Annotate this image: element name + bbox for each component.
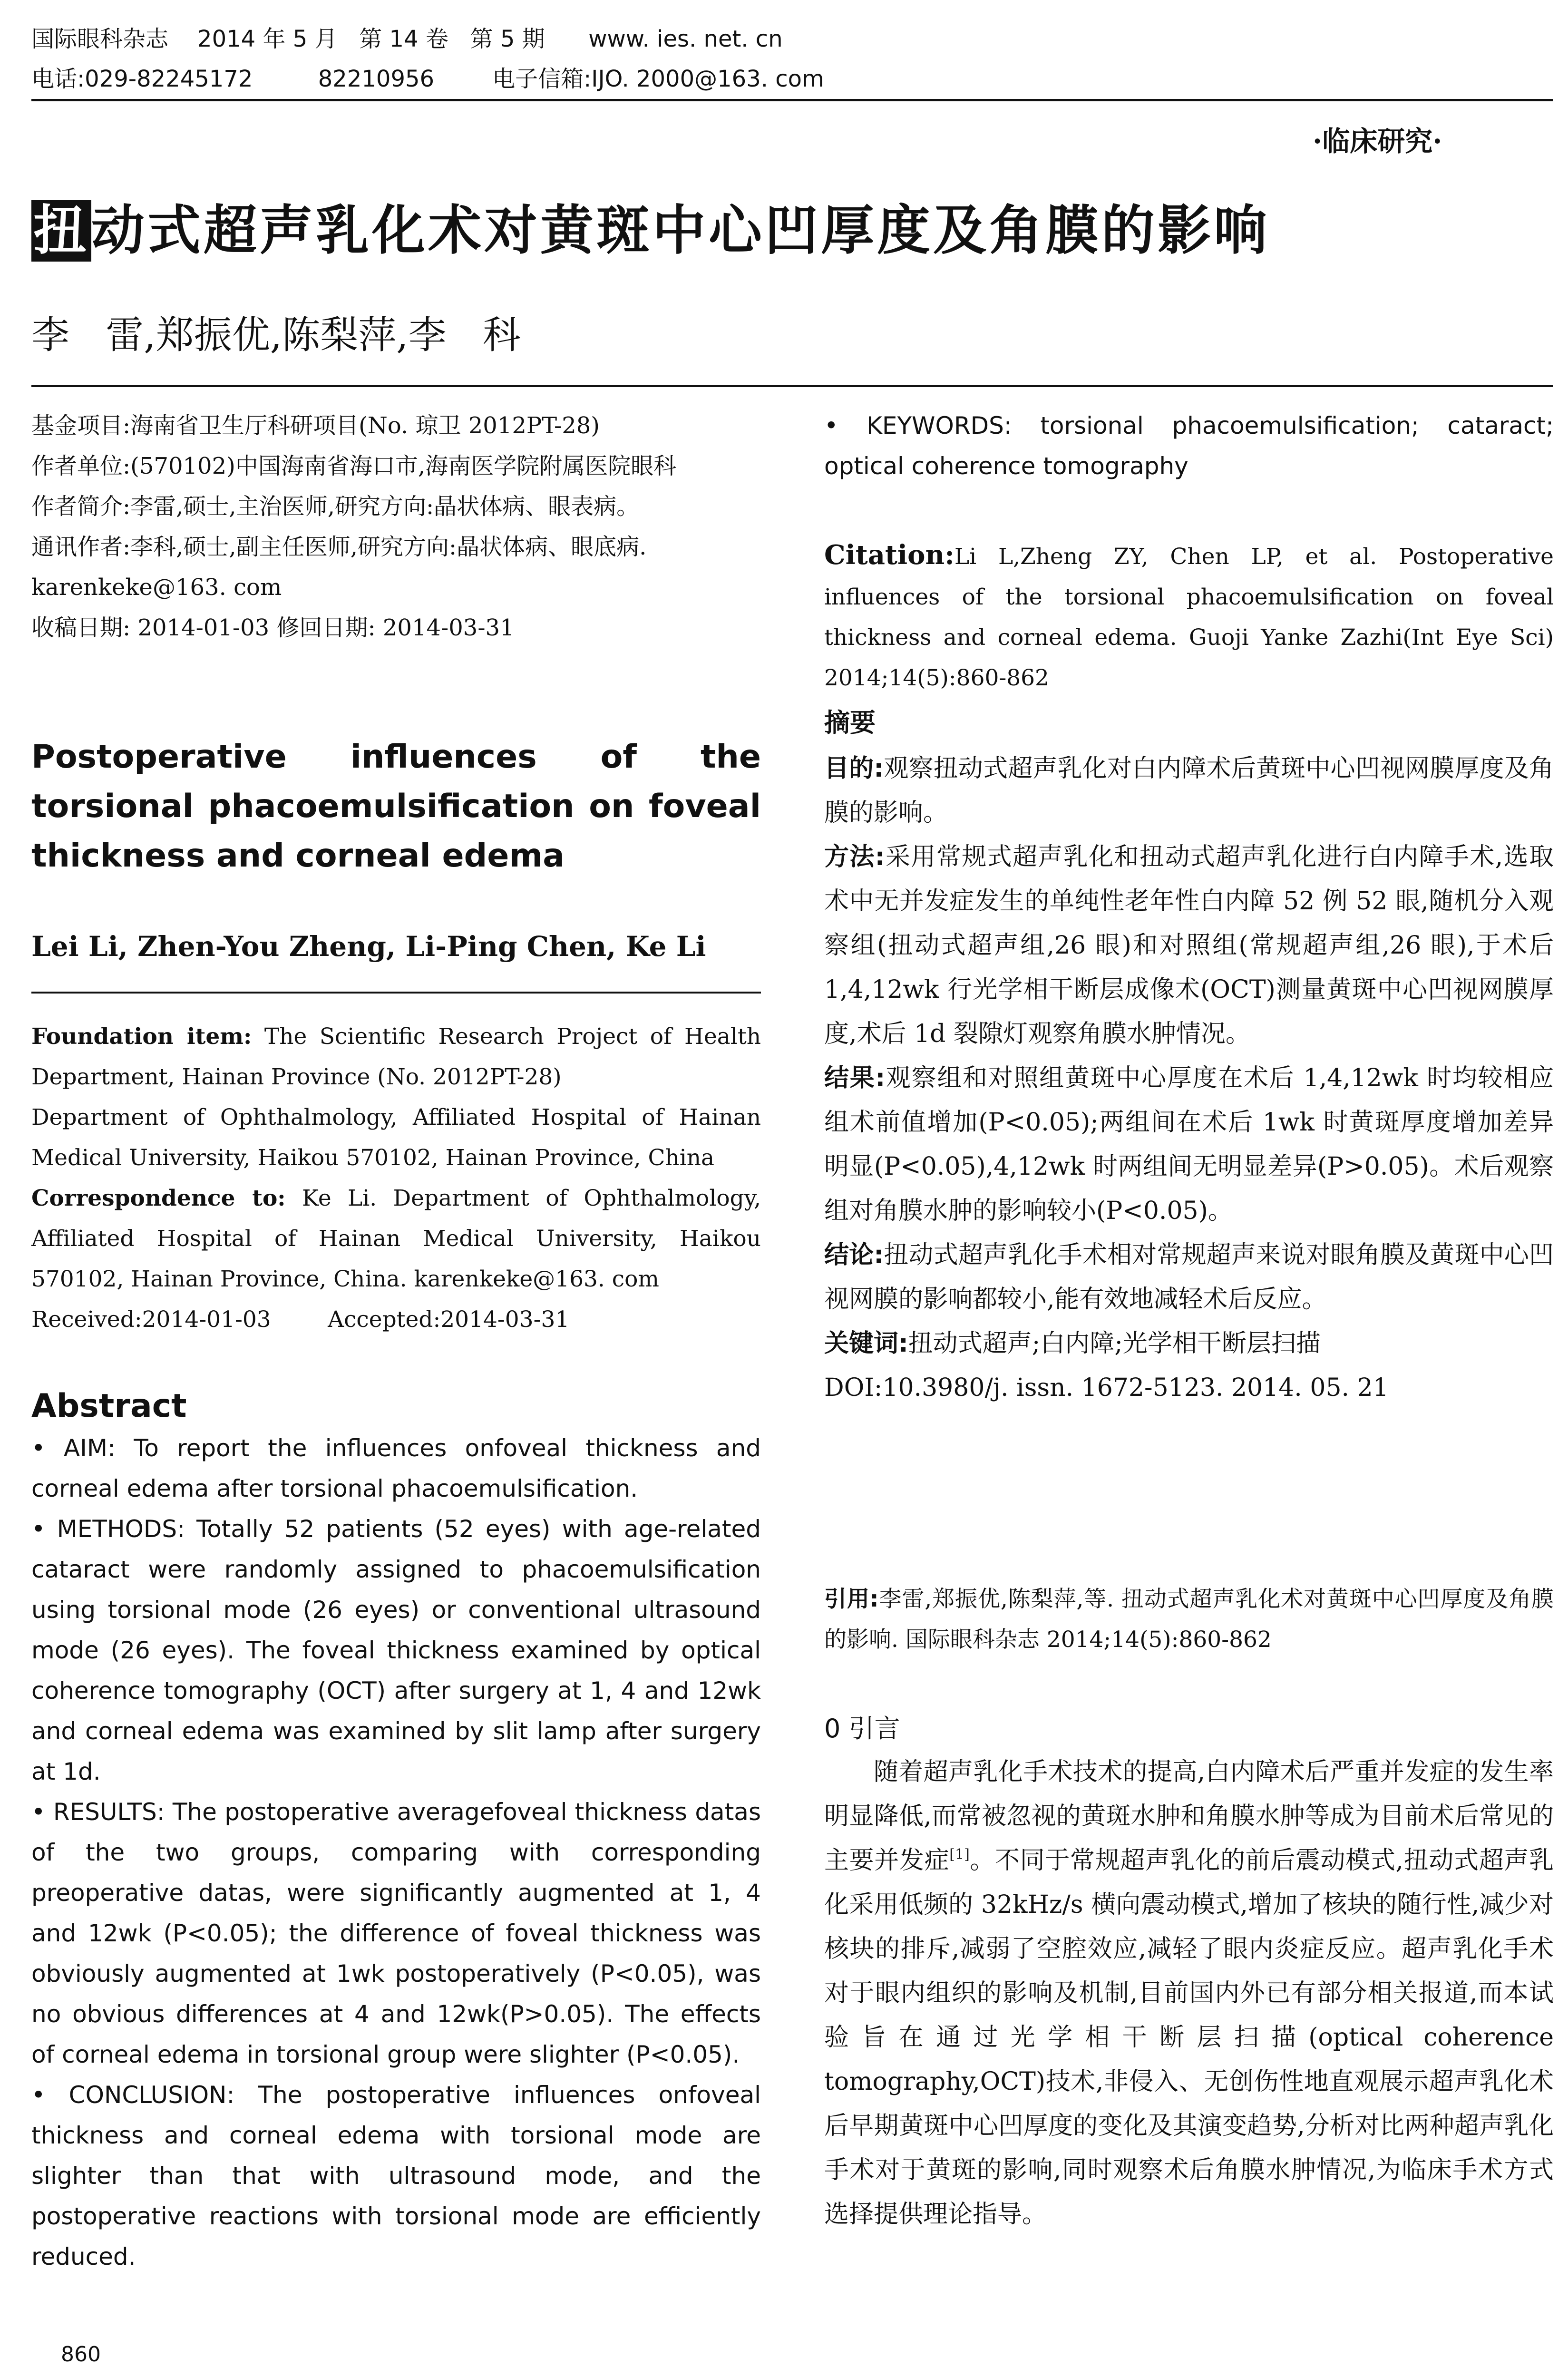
authors-rule: [31, 992, 761, 994]
authors-cn: 李 雷,郑振优,陈梨萍,李 科: [31, 313, 521, 357]
citation-text: Li L,Zheng ZY, Chen LP, et al. Postoperative influences of the torsional phacoemulsification on foveal thickness and corneal edema. Guoji Yanke Zazhi(Int Eye Sci) 2014;14(5):860-862: [824, 544, 1554, 691]
keywords-label-cn: 关键词:: [824, 1329, 908, 1358]
intro-text-part-2: 。不同于常规超声乳化的前后震动模式,扭动式超声乳化采用低频的 32kHz/s 横向震动模式,增加了核块的随行性,减少对核块的排斥,减弱了空腔效应,减轻了眼内炎症反应。超声乳化手术对于眼内组织的影响及机制,目前国内外已有部分相关报道,而本试验旨在通过光学相干断层扫描(optical coherence tomography,OCT)技术,非侵入、无创伤性地直观展示超声乳化术后早期黄斑中心凹厚度的变化及其演变趋势,分析对比两种超声乳化手术对于黄斑的影响,同时观察术后角膜水肿情况,为临床手术方式选择提供理论指导。: [824, 1846, 1554, 2229]
intro-body: [824, 1750, 1554, 2237]
journal-header-line-1: 国际眼科杂志 2014 年 5 月 第 14 卷 第 5 期 www. ies. net. cn: [31, 26, 783, 52]
summary-body: [824, 747, 1554, 1410]
section-tag: ·临床研究·: [1313, 125, 1442, 157]
doi: DOI:10.3980/j. issn. 1672-5123. 2014. 05. 21: [824, 1374, 1389, 1402]
journal-header-line-2: 电话:029-82245172 82210956 电子信箱:IJO. 2000@163. com: [31, 66, 824, 92]
intro-heading: 0 引言: [824, 1714, 900, 1744]
abstract-methods: • METHODS: Totally 52 patients (52 eyes) with age-related cataract were randomly assigned to phacoemulsification using torsional mode (26 eyes) or conventional ultrasound mode (26 eyes). The foveal thickness examined by optical coherence tomography (OCT) after surgery at 1, 4 and 12wk and corneal edema was examined by slit lamp after surgery at 1d.: [31, 1515, 761, 1785]
bio-cn: 作者简介:李雷,硕士,主治医师,研究方向:晶状体病、眼表病。: [31, 493, 640, 520]
methods-label-cn: 方法:: [824, 843, 885, 871]
received-cn: 收稿日期: 2014-01-03 修回日期: 2014-03-31: [31, 614, 515, 641]
title-first-char: 扭: [31, 200, 91, 262]
objective-text: 观察扭动式超声乳化对白内障术后黄斑中心凹视网膜厚度及角膜的影响。: [824, 754, 1554, 827]
intro-text-part-1: 随着超声乳化手术技术的提高,白内障术后严重并发症的发生率明显降低,而常被忽视的黄斑水肿和角膜水肿等成为目前术后常见的主要并发症: [824, 1758, 1554, 1875]
cite-label: 引用:: [824, 1586, 879, 1612]
left-foundation-block: [31, 1016, 761, 1340]
citation-label: Citation:: [824, 539, 954, 571]
authors-en: Lei Li, Zhen-You Zheng, Li-Ping Chen, Ke Li: [31, 930, 706, 963]
abstract-body: [31, 1428, 761, 2277]
correspondence-label: Correspondence to:: [31, 1185, 286, 1211]
cite-cn: [824, 1579, 1554, 1660]
article-title-cn: [31, 197, 1270, 264]
objective-label: 目的:: [824, 754, 884, 783]
results-label-cn: 结果:: [824, 1064, 886, 1092]
title-rule: [31, 385, 1553, 387]
correspondence-text: Ke Li. Department of Ophthalmology, Affiliated Hospital of Hainan Medical University, Haikou 570102, Hainan Province, China. karenkeke@163. com: [31, 1185, 761, 1292]
title-rest: 动式超声乳化术对黄斑中心凹厚度及角膜的影响: [91, 200, 1270, 262]
cite-text: 李雷,郑振优,陈梨萍,等. 扭动式超声乳化术对黄斑中心凹厚度及角膜的影响. 国际眼科杂志 2014;14(5):860-862: [824, 1586, 1554, 1653]
foundation-text: The Scientific Research Project of Health Department, Hainan Province (No. 2012PT-28): [31, 1023, 761, 1090]
article-title-en: Postoperative influences of the torsional phacoemulsification on foveal thickness and corneal edema: [31, 738, 761, 875]
citation-en: [824, 535, 1554, 698]
keywords-en: • KEYWORDS: torsional phacoemulsification; cataract; optical coherence tomography: [824, 412, 1554, 480]
summary-heading: 摘要: [824, 708, 876, 738]
methods-text-cn: 采用常规式超声乳化和扭动式超声乳化进行白内障手术,选取术中无并发症发生的单纯性老年性白内障 52 例 52 眼,随机分入观察组(扭动式超声组,26 眼)和对照组(常规超声组,26 眼),于术后 1,4,12wk 行光学相干断层成像术(OCT)测量黄斑中心凹视网膜厚度,术后 1d 裂隙灯观察角膜水肿情况。: [824, 843, 1554, 1048]
department-text: Department of Ophthalmology, Affiliated Hospital of Hainan Medical University, Haikou 570102, Hainan Province, China: [31, 1104, 761, 1171]
foundation-cn: 基金项目:海南省卫生厅科研项目(No. 琼卫 2012PT-28): [31, 412, 600, 439]
left-column: [31, 406, 761, 648]
page-number: 860: [61, 2342, 101, 2367]
abstract-results: • RESULTS: The postoperative averagefoveal thickness datas of the two groups, comparing with corresponding preoperative datas, were significantly augmented at 1, 4 and 12wk (P<0.05); the difference of foveal thickness was obviously augmented at 1wk postoperatively (P<0.05), was no obvious differences at 4 and 12wk(P>0.05). The effects of corneal edema in torsional group were slighter (P<0.05).: [31, 1798, 761, 2068]
intro-reference: [1]: [949, 1846, 970, 1863]
received-en: Received:2014-01-03 Accepted:2014-03-31: [31, 1306, 570, 1333]
abstract-conclusion: • CONCLUSION: The postoperative influences onfoveal thickness and corneal edema with torsional mode are slighter than that with ultrasound mode, and the postoperative reactions with torsional mode are efficiently reduced.: [31, 2081, 761, 2270]
foundation-label: Foundation item:: [31, 1023, 252, 1050]
header-rule: [31, 99, 1553, 101]
conclusion-label-cn: 结论:: [824, 1241, 884, 1269]
results-text-cn: 观察组和对照组黄斑中心厚度在术后 1,4,12wk 时均较相应组术前值增加(P<0.05);两组间在术后 1wk 时黄斑厚度增加差异明显(P<0.05),4,12wk 时两组间无明显差异(P>0.05)。术后观察组对角膜水肿的影响较小(P<0.05)。: [824, 1064, 1554, 1225]
correspondence-cn: 通讯作者:李科,硕士,副主任医师,研究方向:晶状体病、眼底病. karenkeke@163. com: [31, 534, 647, 601]
abstract-heading: Abstract: [31, 1387, 187, 1425]
keywords-text-cn: 扭动式超声;白内障;光学相干断层扫描: [908, 1329, 1321, 1358]
abstract-aim: • AIM: To report the influences onfoveal thickness and corneal edema after torsional phacoemulsification.: [31, 1434, 761, 1502]
affiliation-cn: 作者单位:(570102)中国海南省海口市,海南医学院附属医院眼科: [31, 453, 677, 479]
conclusion-text-cn: 扭动式超声乳化手术相对常规超声来说对眼角膜及黄斑中心凹视网膜的影响都较小,能有效地减轻术后反应。: [824, 1241, 1554, 1314]
